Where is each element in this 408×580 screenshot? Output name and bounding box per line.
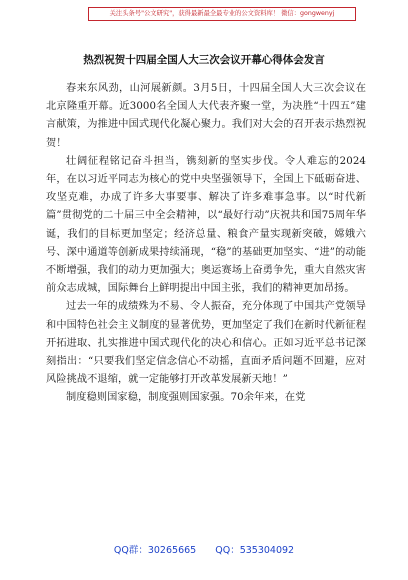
paragraph-3: 过去一年的成绩殊为不易、令人振奋，充分体现了中国共产党领导和中国特色社会主义制度的显著优势，更加坚定了我们在新时代新征程开拓进取、扎实推进中国式现代化的决心和信心。正如习近平总书记深刻指出：“只要我们坚定信念信心不动摇，直面矛盾问题不回避，应对风险挑战不退缩，就一定能够打开改革发展新天地！” [46,301,366,386]
footer-contact [0,542,408,556]
document-title: 热烈祝贺十四届全国人大三次会议开幕心得体会发言 [83,54,325,66]
paragraph-1: 春来东风劲，山河展新颜。3月5日，十四届全国人大三次会议在北京隆重开幕。近3000名全国人大代表齐聚一堂，为决胜“十四五”建言献策，为推进中国式现代化凝心聚力。我们对大会的召开表示热烈祝贺！ [46,83,366,149]
header-banner: 关注头条号"公文研究"，获得最新最全最专业的公文资料库！ 微信：gongwenyj [88,7,356,21]
document-body [46,80,366,408]
footer-qq-group: QQ群：30265665 [113,545,197,556]
paragraph-4: 制度稳则国家稳，制度强则国家强。70余年来，在党 [66,392,306,404]
paragraph-2: 壮阔征程铭记奋斗担当，镌刻新的坚实步伐。令人难忘的2024年，在以习近平同志为核心的党中央坚强领导下，全国上下砥砺奋进、攻坚克难，办成了许多大事要事、解决了许多难事急事。以“时代新篇”贯彻党的二十届三中全会精神，以“最好行动”庆祝共和国75周年华诞，我们的目标更加坚定；经济总量、粮食产量实现新突破，嫦娥六号、深中通道等创新成果持续涌现，“稳”的基础更加坚实、“进”的动能不断增强，我们的动力更加强大；奥运赛场上奋勇争先，重大自然灾害前众志成城，国际舞台上鲜明提出中国主张，我们的精神更加昂扬。 [46,155,366,295]
footer-qq: QQ：535304092 [215,545,295,556]
